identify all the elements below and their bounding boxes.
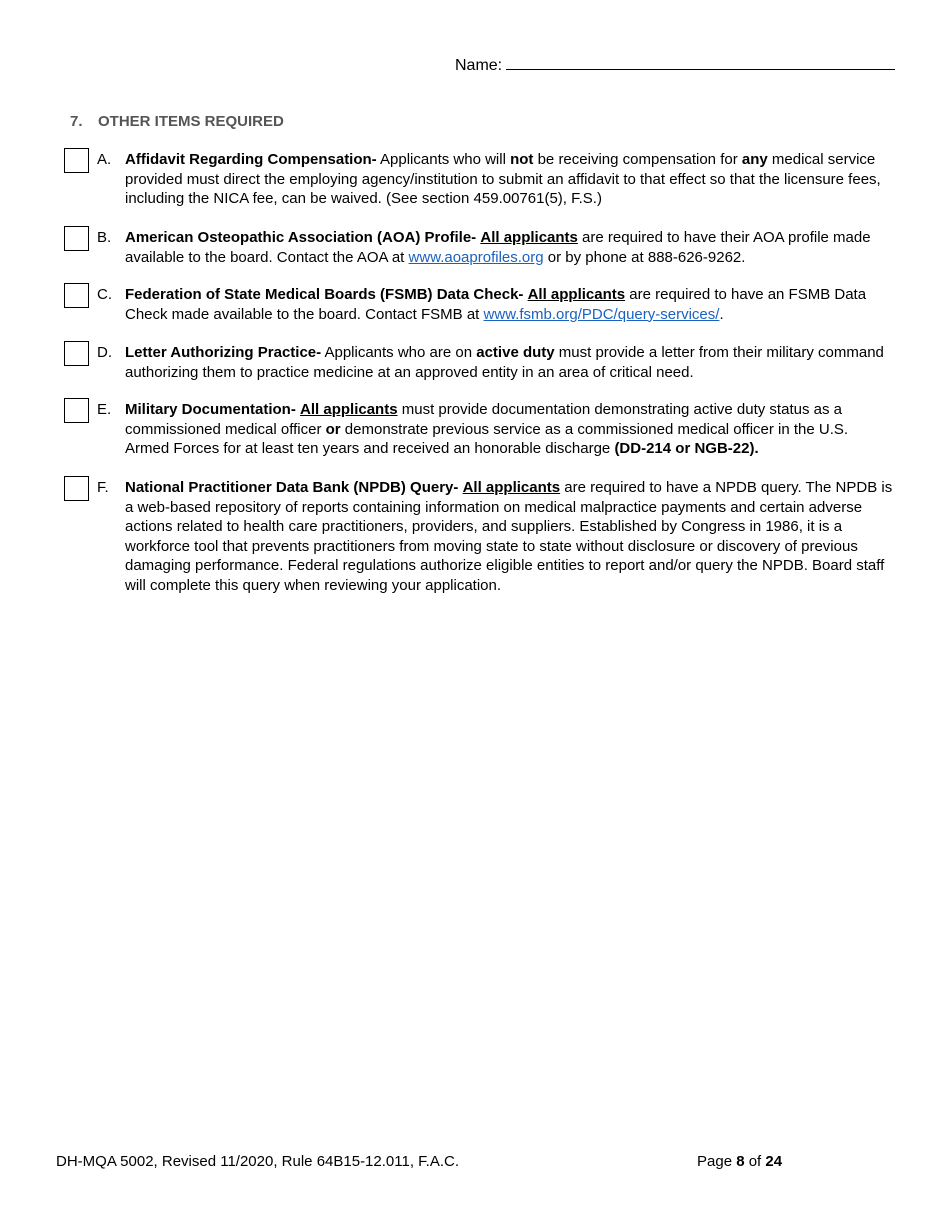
checkbox-letter-authorizing[interactable] xyxy=(64,341,89,366)
item-letter: D. xyxy=(97,344,112,361)
item-text xyxy=(125,150,895,209)
item-text xyxy=(125,285,895,324)
fsmb-query-link[interactable]: www.fsmb.org/PDC/query-services/ xyxy=(483,305,720,323)
item-text xyxy=(125,400,895,459)
checkbox-military-documentation[interactable] xyxy=(64,398,89,423)
total-pages: 24 xyxy=(765,1153,783,1170)
checkbox-fsmb-data-check[interactable] xyxy=(64,283,89,308)
item-bold-text: active duty xyxy=(476,344,555,361)
item-bold-text: (DD-214 or NGB-22). xyxy=(614,440,759,457)
item-bold-text: not xyxy=(510,151,534,168)
all-applicants-emphasis: All applicants xyxy=(300,401,398,418)
item-text-part: must provide a letter from their military command authorizing them to practice medicine at an approved entity in an area of critical need. xyxy=(125,344,884,381)
item-letter: C. xyxy=(97,286,112,303)
name-field-row xyxy=(455,55,895,75)
item-text-part: medical service provided must direct the employing agency/institution to submit an affidavit to that effect so that the licensure fees, including the NICA fee, can be waived. (See section 459.00761(5), F.S.) xyxy=(125,151,881,207)
item-title: National Practitioner Data Bank (NPDB) Query- xyxy=(125,479,459,496)
all-applicants-emphasis: All applicants xyxy=(480,229,578,246)
item-text-part: are required to have an FSMB Data Check made available to the board. Contact FSMB at xyxy=(125,286,867,323)
all-applicants-emphasis: All applicants xyxy=(462,479,561,496)
checkbox-aoa-profile[interactable] xyxy=(64,226,89,251)
item-title: Federation of State Medical Boards (FSMB) Data Check- xyxy=(125,286,524,303)
current-page: 8 xyxy=(736,1153,745,1170)
item-letter: A. xyxy=(97,151,112,168)
checkbox-affidavit[interactable] xyxy=(64,148,89,173)
item-bold-text: any xyxy=(741,151,768,168)
section-heading xyxy=(70,113,284,130)
page-of-label: of xyxy=(744,1153,766,1170)
form-identifier: DH-MQA 5002, Revised 11/2020, Rule 64B15-12.011, F.A.C. xyxy=(56,1153,460,1170)
name-label: Name: xyxy=(455,57,503,74)
aoa-profiles-link[interactable]: www.aoaprofiles.org xyxy=(408,248,544,266)
section-number: 7. xyxy=(70,113,83,130)
item-title: Letter Authorizing Practice- xyxy=(125,344,322,361)
item-text-part: are required to have a NPDB query. The NPDB is a web-based repository of reports containing information on medical malpractice payments and certain adverse actions related to health care practitioners, providers, and suppliers. Established by Congress in 1986, it is a workforce tool that prevents practitioners from moving state to state without disclosure or discovery of previous damaging performance. Federal regulations authorize eligible entities to report and/or query the NPDB. Board staff will complete this query when reviewing your application. xyxy=(125,479,893,594)
item-title: Affidavit Regarding Compensation- xyxy=(125,151,377,168)
page-label: Page xyxy=(697,1153,737,1170)
page-number xyxy=(697,1153,782,1170)
item-letter: F. xyxy=(97,479,109,496)
section-title: OTHER ITEMS REQUIRED xyxy=(98,113,284,130)
item-text-part: are required to have their AOA profile made available to the board. Contact the AOA at xyxy=(125,229,871,266)
checkbox-npdb-query[interactable] xyxy=(64,476,89,501)
item-title: American Osteopathic Association (AOA) Profile- xyxy=(125,229,477,246)
item-text xyxy=(125,343,895,382)
item-letter: B. xyxy=(97,229,112,246)
item-bold-text: or xyxy=(325,420,341,438)
item-text-part: demonstrate previous service as a commissioned medical officer in the U.S. Armed Forces for at least ten years and received an honorable discharge xyxy=(125,420,849,457)
item-text xyxy=(125,228,895,267)
item-title: Military Documentation- xyxy=(125,401,296,418)
item-text-part: Applicants who will xyxy=(376,151,511,168)
all-applicants-emphasis: All applicants xyxy=(527,286,626,303)
item-text-part: or by phone at 888-626-9262. xyxy=(543,248,746,266)
item-text xyxy=(125,478,895,595)
name-input-line[interactable] xyxy=(506,55,895,70)
item-text-part: be receiving compensation for xyxy=(533,151,742,168)
item-text-part: . xyxy=(719,305,724,323)
item-text-part: Applicants who are on xyxy=(321,344,477,361)
item-text-part: must provide documentation demonstrating active duty status as a commissioned medical officer xyxy=(125,401,842,438)
item-letter: E. xyxy=(97,401,112,418)
